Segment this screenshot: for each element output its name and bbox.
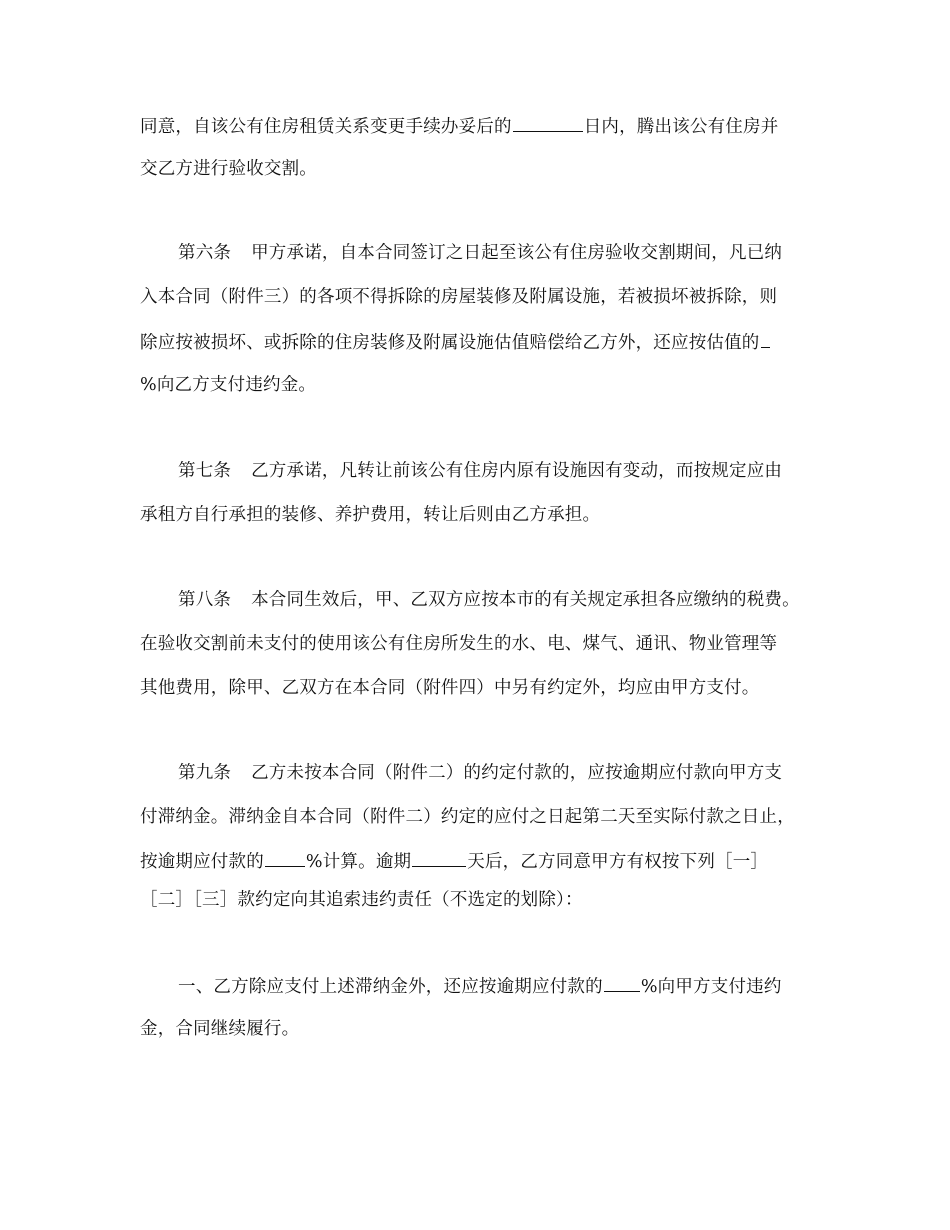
fill-blank (604, 974, 640, 992)
article-9-line-2 (140, 806, 795, 828)
paragraph-5-line-1 (140, 114, 778, 138)
fill-blank (265, 849, 305, 867)
text-segment: 日内，腾出该公有住房并 (583, 117, 779, 137)
text-segment: %计算。逾期 (305, 852, 412, 872)
article-heading: 第八条 (178, 590, 232, 610)
article-8-line-1 (178, 589, 800, 611)
text-segment: 付滞纳金。滞纳金自本合同（附件二）约定的应付之日起第二天至实际付款之日止， (140, 807, 795, 827)
article-6-line-3 (140, 330, 771, 354)
clause-1-line-1 (178, 974, 782, 998)
article-8-line-3 (140, 677, 760, 699)
text-segment: 一、乙方除应支付上述滞纳金外，还应按逾期应付款的 (178, 977, 603, 997)
text-segment: 在验收交割前未支付的使用该公有住房所发生的水、电、煤气、通讯、物业管理等 (140, 634, 778, 654)
article-6-line-2 (140, 286, 777, 308)
fill-blank (513, 114, 583, 132)
article-8-line-2 (140, 633, 777, 655)
text-segment: 入本合同（附件三）的各项不得拆除的房屋装修及附属设施，若被损坏被拆除，则 (140, 287, 778, 307)
clause-1-line-2 (140, 1018, 299, 1040)
text-segment: 金，合同继续履行。 (140, 1019, 300, 1039)
article-heading: 第六条 (178, 243, 232, 263)
article-6-line-1 (178, 242, 782, 264)
text-segment: 甲方承诺，自本合同签订之日起至该公有住房验收交割期间，凡已纳 (251, 243, 783, 263)
fill-blank (412, 849, 466, 867)
fill-blank (761, 330, 770, 348)
text-segment: %向乙方支付违约金。 (140, 375, 317, 395)
article-9-line-4 (140, 889, 583, 911)
article-9-line-3 (140, 849, 768, 873)
text-segment: 本合同生效后，甲、乙双方应按本市的有关规定承担各应缴纳的税费。 (251, 590, 800, 610)
article-7-line-2 (140, 504, 600, 526)
text-segment: 交乙方进行验收交割。 (140, 159, 317, 179)
text-segment: %向甲方支付违约 (640, 977, 782, 997)
text-segment: 除应按被损坏、或拆除的住房装修及附属设施估值赔偿给乙方外，还应按估值的 (140, 333, 760, 353)
text-segment: ［二］［三］款约定向其追索违约责任（不选定的划除）： (140, 890, 583, 910)
text-segment: 按逾期应付款的 (140, 852, 264, 872)
text-segment: 乙方未按本合同（附件二）的约定付款的，应按逾期应付款向甲方支 (251, 763, 783, 783)
article-6-line-4 (140, 374, 316, 396)
text-segment: 同意，自该公有住房租赁关系变更手续办妥后的 (140, 117, 512, 137)
text-segment: 乙方承诺，凡转让前该公有住房内原有设施因有变动，而按规定应由 (251, 461, 783, 481)
text-segment: 天后，乙方同意甲方有权按下列［一］ (467, 852, 769, 872)
article-7-line-1 (178, 460, 782, 482)
text-segment: 承租方自行承担的装修、养护费用，转让后则由乙方承担。 (140, 505, 601, 525)
paragraph-5-line-2 (140, 158, 317, 180)
article-heading: 第九条 (178, 763, 232, 783)
text-segment: 其他费用，除甲、乙双方在本合同（附件四）中另有约定外，均应由甲方支付。 (140, 678, 760, 698)
article-heading: 第七条 (178, 461, 232, 481)
article-9-line-1 (178, 762, 782, 784)
